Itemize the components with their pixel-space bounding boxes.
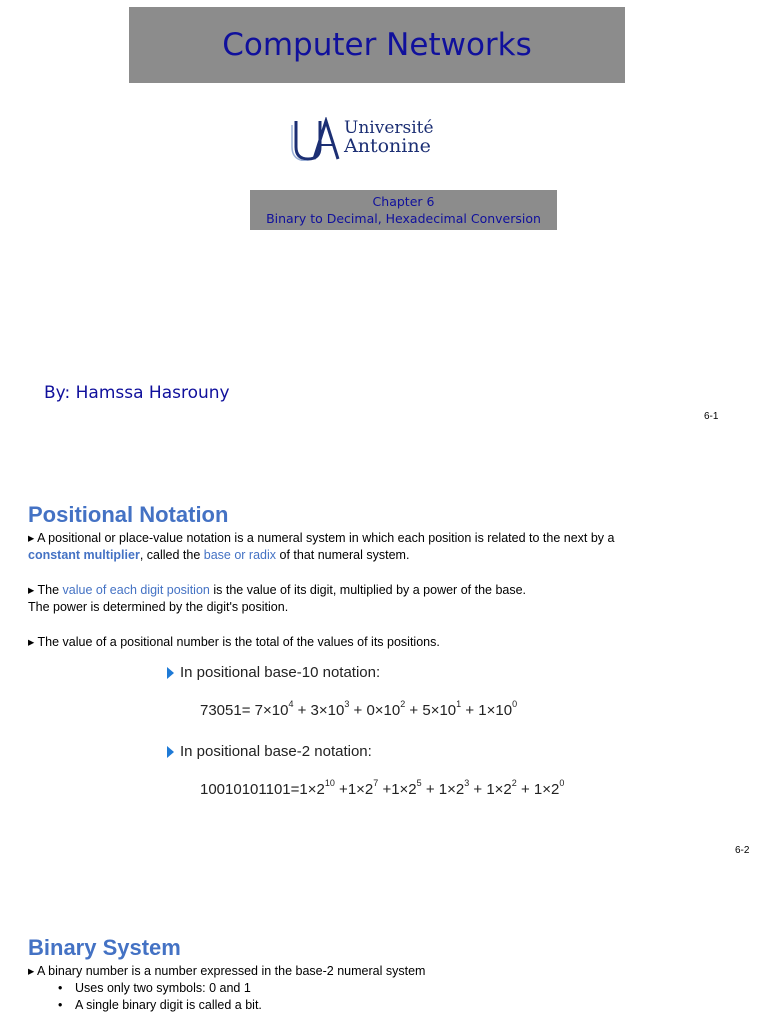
paragraph — [28, 582, 748, 616]
chapter-banner — [250, 190, 557, 230]
formula-exponent: 1 — [456, 699, 462, 709]
example-label-text: In positional base-2 notation: — [180, 743, 372, 760]
paragraph-text: of that numeral system. — [276, 548, 410, 562]
highlighted-term: base or radix — [203, 548, 277, 562]
formula-base10 — [200, 701, 517, 719]
triangle-bullet-icon — [167, 667, 174, 679]
formula-exponent: 0 — [559, 778, 565, 788]
example-label — [167, 664, 380, 681]
chapter-number: Chapter 6 — [372, 194, 435, 209]
example-label — [167, 743, 372, 760]
formula-term: + 1×2 — [469, 781, 512, 798]
page-number: 6-2 — [735, 845, 750, 856]
logo-text-antonine: Antonine — [344, 135, 431, 157]
formula-exponent: 10 — [324, 778, 335, 788]
section-heading: Binary System — [28, 935, 181, 960]
paragraph-text: The — [34, 583, 63, 597]
logo-text-universite: Université — [344, 118, 434, 138]
formula-exponent: 3 — [464, 778, 470, 788]
list-item — [58, 997, 262, 1014]
formula-exponent: 5 — [416, 778, 422, 788]
formula-term: +1×2 — [378, 781, 417, 798]
paragraph — [28, 530, 748, 564]
chapter-title: Binary to Decimal, Hexadecimal Conversion — [266, 211, 541, 226]
page-title: Computer Networks — [222, 27, 532, 63]
paragraph-text: The power is determined by the digit's position. — [28, 600, 289, 614]
university-logo — [290, 117, 465, 161]
formula-lhs: 73051= — [200, 702, 255, 719]
formula-term: + 5×10 — [405, 702, 457, 719]
formula-exponent: 2 — [400, 699, 406, 709]
list-item-text: A single binary digit is called a bit. — [75, 998, 262, 1012]
list-item — [58, 980, 251, 997]
bullet-dot-icon: • — [58, 998, 63, 1012]
formula-term: + 1×10 — [461, 702, 513, 719]
paragraph: ▸ A binary number is a number expressed in the base-2 numeral system — [28, 964, 426, 978]
triangle-bullet-icon — [167, 746, 174, 758]
paragraph: ▸ The value of a positional number is the total of the values of its positions. — [28, 635, 440, 649]
formula-exponent: 0 — [512, 699, 518, 709]
formula-term: + 3×10 — [293, 702, 345, 719]
formula-exponent: 3 — [344, 699, 350, 709]
list-item-text: Uses only two symbols: 0 and 1 — [75, 981, 251, 995]
paragraph-text: A positional or place-value notation is a numeral system in which each position is related to the next by a — [34, 531, 615, 545]
university-logo-mark-icon — [290, 117, 340, 161]
formula-term: + 1×2 — [421, 781, 465, 798]
bullet-marker: ▸ — [28, 583, 35, 597]
formula-term: + 1×2 — [516, 781, 560, 798]
bullet-marker: ▸ — [28, 531, 35, 545]
formula-term: 7×10 — [254, 702, 289, 719]
title-banner — [129, 7, 625, 83]
bullet-dot-icon: • — [58, 981, 63, 995]
formula-lhs: 10010101101= — [200, 781, 300, 798]
example-label-text: In positional base-10 notation: — [180, 664, 381, 681]
formula-exponent: 4 — [288, 699, 294, 709]
formula-term: +1×2 — [334, 781, 374, 798]
highlighted-term: value of each digit position — [62, 583, 210, 597]
formula-term: 1×2 — [299, 781, 325, 798]
paragraph-text: is the value of its digit, multiplied by a power of the base. — [209, 583, 527, 597]
section-heading: Positional Notation — [28, 502, 229, 527]
author-line: By: Hamssa Hasrouny — [44, 383, 230, 403]
formula-exponent: 7 — [373, 778, 379, 788]
formula-term: + 0×10 — [349, 702, 401, 719]
formula-base2 — [200, 780, 564, 798]
formula-exponent: 2 — [511, 778, 517, 788]
highlighted-term: constant multiplier — [28, 548, 140, 562]
paragraph-text: , called the — [139, 548, 204, 562]
page-number: 6-1 — [704, 411, 719, 422]
